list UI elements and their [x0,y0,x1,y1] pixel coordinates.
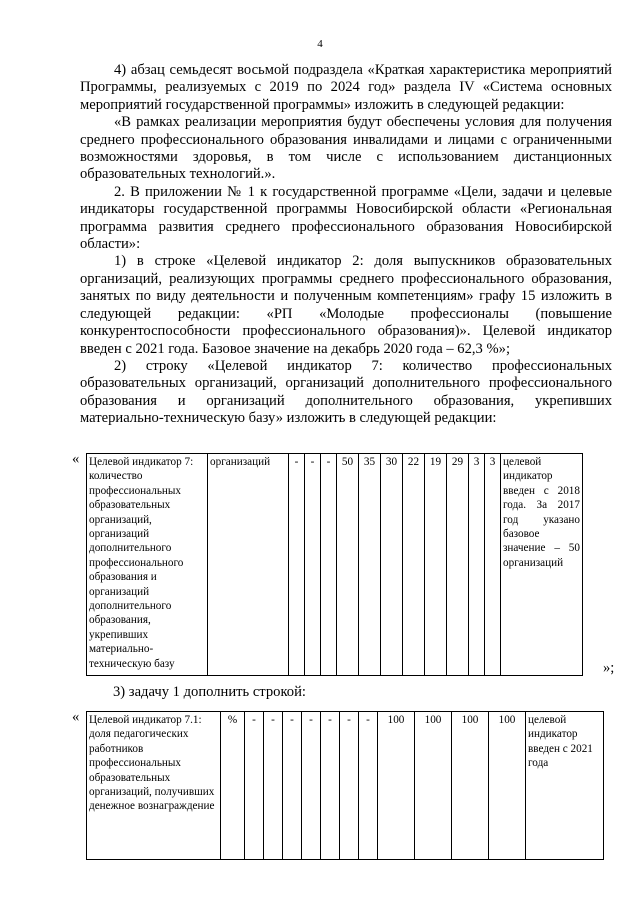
value-cell: 30 [381,454,403,676]
page-number: 4 [317,38,323,50]
value-cell: 22 [403,454,425,676]
value-cell: - [289,454,305,676]
unit-cell: организаций [208,454,289,676]
value-cell: 19 [425,454,447,676]
paragraph: 2. В приложении № 1 к государственной программе «Цели, задачи и целевые индикаторы государственной программы Новосибирской области «Региональная программа развития среднего профессионального образования Новосибирской области»: [80,183,612,253]
value-cell: - [359,712,378,860]
value-cell: - [305,454,321,676]
value-cell: - [302,712,321,860]
value-cell: 3 [485,454,501,676]
value-cell: - [340,712,359,860]
value-cell: 100 [415,712,452,860]
table1-close-quote: »; [603,660,615,676]
indicator-cell: Целевой индикатор 7.1: доля педагогических работников профессиональных образовательных организаций, получивших денежное вознаграждение [87,712,221,860]
note-cell: целевой индикатор введен с 2021 года [526,712,604,860]
table2-open-quote: « [72,709,80,725]
note-cell: целевой индикатор введен с 2018 года. За 2017 год указано базовое значение – 50 организаций [501,454,583,676]
unit-cell: % [221,712,245,860]
paragraph: 4) абзац семьдесят восьмой подраздела «Краткая характеристика мероприятий Программы, реализуемых с 2019 по 2024 год» раздела IV «Система основных мероприятий государственной программы» изложить в следующей редакции: [80,62,612,113]
paragraph: 2) строку «Целевой индикатор 7: количество профессиональных образовательных организаций, организаций дополнительного профессионального образования и организаций дополнительного образования, укрепивших материально-техническую базу» изложить в следующей редакции: [80,357,612,427]
value-cell: 100 [452,712,489,860]
table1-open-quote: « [72,451,80,467]
table1-wrap [86,453,583,676]
paragraph: 1) в строке «Целевой индикатор 2: доля выпускников образовательных организаций, реализующих программы среднего профессионального образования, занятых по виду деятельности и полученным компетенциям» графу 15 изложить в следующей редакции: «РП «Молодые профессионалы (повышение конкурентоспособности профессионального образования)». Целевой индикатор введен с 2021 года. Базовое значение на декабрь 2020 года – 62,3 %»; [80,253,612,357]
value-cell: 50 [337,454,359,676]
value-cell: - [283,712,302,860]
indicator-cell: Целевой индикатор 7: количество профессиональных образовательных организаций, организаций дополнительного профессионального образования и организаций дополнительного образования, укрепивших материально-техническую базу [87,454,208,676]
value-cell: - [321,454,337,676]
body-text [80,62,612,428]
indicator-table-1 [86,453,583,676]
value-cell: 3 [469,454,485,676]
table-row [87,712,604,860]
value-cell: 100 [378,712,415,860]
value-cell: - [264,712,283,860]
value-cell: 35 [359,454,381,676]
value-cell: 100 [489,712,526,860]
value-cell: - [321,712,340,860]
table2-wrap [86,711,604,860]
indicator-table-2 [86,711,604,860]
value-cell: - [245,712,264,860]
paragraph: «В рамках реализации мероприятия будут обеспечены условия для получения среднего профессионального образования инвалидами и лицами с ограниченными возможностями здоровья, в том числе с использованием дистанционных образовательных технологий.». [80,114,612,183]
subheading: 3) задачу 1 дополнить строкой: [113,684,306,700]
value-cell: 29 [447,454,469,676]
table-row [87,454,583,676]
